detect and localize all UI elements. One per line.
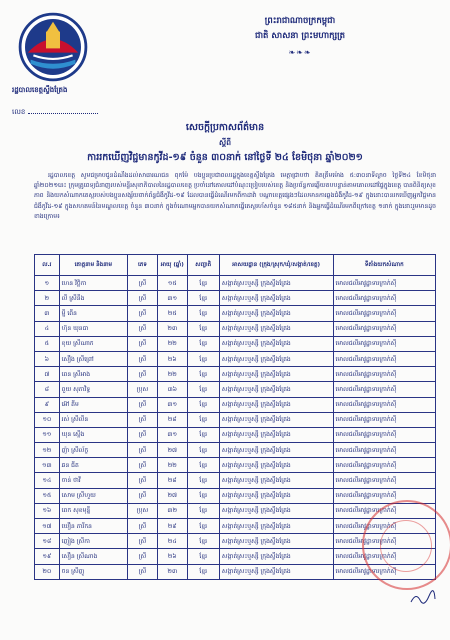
- table-row: [35, 336, 436, 351]
- table-cell-col-nationality: ខ្មែរ: [187, 458, 219, 473]
- table-cell-col-sex: ស្រី: [128, 443, 158, 458]
- table-cell-col-nationality: ខ្មែរ: [187, 321, 219, 336]
- table-cell-col-index: ២: [35, 291, 60, 306]
- table-cell-col-age: ២២: [157, 458, 187, 473]
- announcement-title: សេចក្តីប្រកាសព័ត៌មាន: [185, 122, 265, 133]
- table-cell-col-address: សង្កាត់ស្រះឬស្សី ក្រុងស្ទឹងត្រែង: [219, 549, 333, 564]
- table-cell-col-index: ១០: [35, 412, 60, 427]
- national-motto: ជាតិ សាសនា ព្រះមហាក្សត្រ: [254, 31, 346, 41]
- table-cell-col-index: ១២: [35, 443, 60, 458]
- table-cell-col-index: ១១: [35, 427, 60, 442]
- table-header-col-sex: ភេទ: [128, 255, 158, 276]
- table-cell-col-sex: ស្រី: [128, 291, 158, 306]
- table-cell-col-sample-site: មោលផលីអាវូដ្ឋាទារក្រាក់ស៊ី: [333, 549, 435, 564]
- table-cell-col-address: សង្កាត់ស្រះឬស្សី ក្រុងស្ទឹងត្រែង: [219, 503, 333, 518]
- table-header-row: [35, 255, 436, 276]
- table-cell-col-sex: ស្រី: [128, 412, 158, 427]
- kingdom-header: [190, 14, 410, 44]
- table-cell-col-name: សឿន ស្រីណាង: [59, 549, 127, 564]
- table-cell-col-index: ៦: [35, 351, 60, 366]
- table-cell-col-sample-site: មោលផលីអាវូដ្ឋាទារក្រាក់ស៊ី: [333, 564, 435, 579]
- table-cell-col-index: ១៣: [35, 458, 60, 473]
- table-cell-col-index: ២០: [35, 564, 60, 579]
- table-cell-col-sex: ស្រី: [128, 351, 158, 366]
- table-cell-col-age: ៣៦: [157, 382, 187, 397]
- table-row: [35, 427, 436, 442]
- table-cell-col-sex: ស្រី: [128, 534, 158, 549]
- table-cell-col-address: សង្កាត់ស្រះឬស្សី ក្រុងស្ទឹងត្រែង: [219, 488, 333, 503]
- signature-mark: [410, 590, 436, 606]
- table-cell-col-sex: ស្រី: [128, 549, 158, 564]
- table-cell-col-name: ចន ស្រីញូ: [59, 564, 127, 579]
- table-cell-col-index: ៨: [35, 382, 60, 397]
- table-cell-col-sex: ស្រី: [128, 321, 158, 336]
- table-cell-col-age: ២២: [157, 367, 187, 382]
- table-cell-col-sex: ស្រី: [128, 458, 158, 473]
- table-cell-col-sex: ស្រី: [128, 397, 158, 412]
- table-cell-col-name: អ៊ៅ គីម: [59, 397, 127, 412]
- table-cell-col-sample-site: មោលផលីអាវូដ្ឋាទារក្រាក់ស៊ី: [333, 291, 435, 306]
- table-cell-col-address: សង្កាត់ស្រះឬស្សី ក្រុងស្ទឹងត្រែង: [219, 306, 333, 321]
- table-cell-col-index: ១៤: [35, 473, 60, 488]
- table-cell-col-address: សង្កាត់ស្រះឬស្សី ក្រុងស្ទឹងត្រែង: [219, 564, 333, 579]
- table-cell-col-age: ២៧: [157, 443, 187, 458]
- table-cell-col-nationality: ខ្មែរ: [187, 488, 219, 503]
- table-cell-col-sample-site: មោលផលីអាវូដ្ឋាទារក្រាក់ស៊ី: [333, 306, 435, 321]
- table-cell-col-sample-site: មោលផលីអាវូដ្ឋាទារក្រាក់ស៊ី: [333, 351, 435, 366]
- table-cell-col-age: ២៧: [157, 488, 187, 503]
- table-cell-col-name: លី ស្រីនីង: [59, 291, 127, 306]
- table-cell-col-index: ៧: [35, 367, 60, 382]
- table-cell-col-sex: ប្រុស: [128, 503, 158, 518]
- table-cell-col-sample-site: មោលផលីអាវូដ្ឋាទារក្រាក់ស៊ី: [333, 382, 435, 397]
- table-cell-col-name: រស់ ស្រីលីន: [59, 412, 127, 427]
- table-cell-col-address: សង្កាត់ស្រះឬស្សី ក្រុងស្ទឹងត្រែង: [219, 321, 333, 336]
- table-header-col-address: អាសយដ្ឋាន (ក្រុង/ស្រុក/ឃុំ/សង្កាត់/ខេត្ត): [219, 255, 333, 276]
- table-cell-col-nationality: ខ្មែរ: [187, 519, 219, 534]
- table-cell-col-age: ៣២: [157, 503, 187, 518]
- table-cell-col-name: ញ៉ា ស្រីល័ក្ខ: [59, 443, 127, 458]
- table-cell-col-sample-site: មោលផលីអាវូដ្ឋាទារក្រាក់ស៊ី: [333, 427, 435, 442]
- table-cell-col-address: សង្កាត់ស្រះឬស្សី ក្រុងស្ទឹងត្រែង: [219, 458, 333, 473]
- table-cell-col-name: ឃឿន ភារីកន: [59, 519, 127, 534]
- table-cell-col-nationality: ខ្មែរ: [187, 382, 219, 397]
- table-cell-col-nationality: ខ្មែរ: [187, 367, 219, 382]
- table-cell-col-sample-site: មោលផលីអាវូដ្ឋាទារក្រាក់ស៊ី: [333, 321, 435, 336]
- table-cell-col-index: ១៥: [35, 488, 60, 503]
- table-cell-col-index: ៥: [35, 336, 60, 351]
- table-cell-col-age: ២៥: [157, 306, 187, 321]
- table-cell-col-index: ១: [35, 276, 60, 291]
- table-cell-col-nationality: ខ្មែរ: [187, 473, 219, 488]
- table-cell-col-sex: ស្រី: [128, 519, 158, 534]
- table-cell-col-address: សង្កាត់ស្រះឬស្សី ក្រុងស្ទឹងត្រែង: [219, 412, 333, 427]
- table-row: [35, 473, 436, 488]
- table-cell-col-address: សង្កាត់ស្រះឬស្សី ក្រុងស្ទឹងត្រែង: [219, 427, 333, 442]
- table-cell-col-index: ១៦: [35, 503, 60, 518]
- table-cell-col-sample-site: មោលផលីអាវូដ្ឋាទារក្រាក់ស៊ី: [333, 276, 435, 291]
- table-cell-col-name: ពួយ សុភាវិទ្ធ: [59, 382, 127, 397]
- table-cell-col-sex: ស្រី: [128, 306, 158, 321]
- table-cell-col-address: សង្កាត់ស្រះឬស្សី ក្រុងស្ទឹងត្រែង: [219, 336, 333, 351]
- table-cell-col-address: សង្កាត់ស្រះឬស្សី ក្រុងស្ទឹងត្រែង: [219, 382, 333, 397]
- table-cell-col-address: សង្កាត់ស្រះឬស្សី ក្រុងស្ទឹងត្រែង: [219, 519, 333, 534]
- table-cell-col-age: ២៣: [157, 321, 187, 336]
- table-cell-col-age: ៣១: [157, 291, 187, 306]
- table-cell-col-nationality: ខ្មែរ: [187, 351, 219, 366]
- table-cell-col-name: ម្នី ពើន: [59, 306, 127, 321]
- table-cell-col-nationality: ខ្មែរ: [187, 549, 219, 564]
- table-cell-col-address: សង្កាត់ស្រះឬស្សី ក្រុងស្ទឹងត្រែង: [219, 276, 333, 291]
- table-cell-col-sample-site: មោលផលីអាវូដ្ឋាទារក្រាក់ស៊ី: [333, 458, 435, 473]
- table-row: [35, 443, 436, 458]
- provincial-logo-emblem: [18, 12, 88, 82]
- table-cell-col-address: សង្កាត់ស្រះឬស្សី ក្រុងស្ទឹងត្រែង: [219, 473, 333, 488]
- table-row: [35, 382, 436, 397]
- official-stamp-inner-ring: [380, 520, 432, 572]
- reference-blank: [28, 107, 98, 114]
- table-cell-col-age: ៣១: [157, 397, 187, 412]
- kingdom-title: ព្រះរាជាណាចក្រកម្ពុជា: [264, 16, 336, 26]
- table-cell-col-address: សង្កាត់ស្រះឬស្សី ក្រុងស្ទឹងត្រែង: [219, 534, 333, 549]
- table-cell-col-age: ២៩: [157, 519, 187, 534]
- motto-ornament: ❧❧❧: [288, 48, 312, 57]
- table-cell-col-name: ពេន ស្រីអាង: [59, 367, 127, 382]
- table-cell-col-sample-site: មោលផលីអាវូដ្ឋាទារក្រាក់ស៊ី: [333, 519, 435, 534]
- table-cell-col-name: សឿង ស្រីព្រៅ: [59, 351, 127, 366]
- table-cell-col-address: សង្កាត់ស្រះឬស្សី ក្រុងស្ទឹងត្រែង: [219, 443, 333, 458]
- table-cell-col-name: សោម ស្រីហួយ: [59, 488, 127, 503]
- table-cell-col-sex: ស្រី: [128, 564, 158, 579]
- table-row: [35, 291, 436, 306]
- announcement-detail: ការរកឃើញវិជ្ជមានកូវីដ-១៩ ចំនួន ៣០នាក់ នៅថ្ងៃទី ២៤ ខែមិថុនា ឆ្នាំ២០២១: [87, 152, 363, 163]
- table-row: [35, 458, 436, 473]
- table-cell-col-age: ២៨: [157, 412, 187, 427]
- table-cell-col-index: ១៧: [35, 519, 60, 534]
- table-cell-col-age: ២៨: [157, 473, 187, 488]
- table-row: [35, 321, 436, 336]
- table-cell-col-sex: ស្រី: [128, 276, 158, 291]
- table-cell-col-name: ឃុន ស្ដើង: [59, 427, 127, 442]
- table-cell-col-address: សង្កាត់ស្រះឬស្សី ក្រុងស្ទឹងត្រែង: [219, 397, 333, 412]
- table-row: [35, 397, 436, 412]
- table-cell-col-age: ២៣: [157, 564, 187, 579]
- table-cell-col-sex: ស្រី: [128, 427, 158, 442]
- table-header-col-index: ល.រ: [35, 255, 60, 276]
- table-row: [35, 306, 436, 321]
- table-cell-col-name: ញៀង ស្រីកា: [59, 534, 127, 549]
- table-cell-col-sample-site: មោលផលីអាវូដ្ឋាទារក្រាក់ស៊ី: [333, 412, 435, 427]
- table-cell-col-age: ២២: [157, 336, 187, 351]
- table-cell-col-nationality: ខ្មែរ: [187, 443, 219, 458]
- table-cell-col-address: សង្កាត់ស្រះឬស្សី ក្រុងស្ទឹងត្រែង: [219, 367, 333, 382]
- table-cell-col-nationality: ខ្មែរ: [187, 564, 219, 579]
- table-cell-col-sex: ស្រី: [128, 336, 158, 351]
- table-cell-col-nationality: ខ្មែរ: [187, 276, 219, 291]
- table-row: [35, 488, 436, 503]
- table-cell-col-index: ៣: [35, 306, 60, 321]
- table-cell-col-name: ហ៊ុន ឃុនធា: [59, 321, 127, 336]
- table-cell-col-sample-site: មោលផលីអាវូដ្ឋាទារក្រាក់ស៊ី: [333, 473, 435, 488]
- table-cell-col-index: ៤: [35, 321, 60, 336]
- table-header-col-age: អាយុ (ឆ្នាំ): [157, 255, 187, 276]
- table-cell-col-nationality: ខ្មែរ: [187, 306, 219, 321]
- table-cell-col-sex: ស្រី: [128, 488, 158, 503]
- table-cell-col-index: ៩: [35, 397, 60, 412]
- table-cell-col-nationality: ខ្មែរ: [187, 427, 219, 442]
- table-header-col-name: គោត្តនាម និងនាម: [59, 255, 127, 276]
- table-cell-col-sample-site: មោលផលីអាវូដ្ឋាទារក្រាក់ស៊ី: [333, 503, 435, 518]
- table-cell-col-name: ចាន់ ថាវី: [59, 473, 127, 488]
- table-cell-col-index: ១៩: [35, 549, 60, 564]
- announcement-title-block: [0, 120, 450, 165]
- table-cell-col-nationality: ខ្មែរ: [187, 336, 219, 351]
- table-cell-col-index: ១៨: [35, 534, 60, 549]
- table-cell-col-sample-site: មោលផលីអាវូដ្ឋាទារក្រាក់ស៊ី: [333, 397, 435, 412]
- reference-label: លេខ: [12, 108, 26, 116]
- table-cell-col-sample-site: មោលផលីអាវូដ្ឋាទារក្រាក់ស៊ី: [333, 367, 435, 382]
- table-cell-col-name: ឆន ធីត: [59, 458, 127, 473]
- table-cell-col-age: ៣១: [157, 427, 187, 442]
- table-cell-col-nationality: ខ្មែរ: [187, 397, 219, 412]
- table-row: [35, 367, 436, 382]
- table-cell-col-nationality: ខ្មែរ: [187, 291, 219, 306]
- table-cell-col-nationality: ខ្មែរ: [187, 503, 219, 518]
- table-header-col-sample-site: ទីតាំងយកសំណាក: [333, 255, 435, 276]
- office-name: រដ្ឋបាលខេត្តស្ទឹងត្រែង: [12, 86, 68, 94]
- table-cell-col-age: ២៦: [157, 549, 187, 564]
- table-header-col-nationality: សញ្ជាតិ: [187, 255, 219, 276]
- table-cell-col-sample-site: មោលផលីអាវូដ្ឋាទារក្រាក់ស៊ី: [333, 443, 435, 458]
- table-row: [35, 412, 436, 427]
- table-cell-col-age: ១៥: [157, 276, 187, 291]
- table-cell-col-name: ពេក សុខមុន្នី: [59, 503, 127, 518]
- table-cell-col-address: សង្កាត់ស្រះឬស្សី ក្រុងស្ទឹងត្រែង: [219, 291, 333, 306]
- table-cell-col-sex: ស្រី: [128, 367, 158, 382]
- table-cell-col-age: ២៦: [157, 351, 187, 366]
- table-cell-col-sample-site: មោលផលីអាវូដ្ឋាទារក្រាក់ស៊ី: [333, 336, 435, 351]
- announcement-subtitle: ស្តីពី: [219, 138, 231, 147]
- table-cell-col-age: ២៤: [157, 534, 187, 549]
- table-row: [35, 351, 436, 366]
- table-cell-col-nationality: ខ្មែរ: [187, 534, 219, 549]
- table-cell-col-sex: ប្រុស: [128, 382, 158, 397]
- announcement-body: រដ្ឋបាលខេត្ត សូមជម្រាបជូនដំណឹងដល់សាធារណជន ពុកម៉ែ បងប្អូនប្រជាពលរដ្ឋក្នុងខេត្តស្ទឹងត្រែង មេត្តាជ្រាបថា គិតត្រឹមម៉ោង ៥:៣០នាទីល្ងាច ថ្ងៃទី២៤ ខែមិថុនា ឆ្នាំ២០២១នេះ ក្រុមគ្រូពេទ្យជំនាញរបស់មន្ទីរសុខាភិបាលនៃរដ្ឋបាលខេត្ត ប្រចាំនៅគោលដៅបំណុះប្រៀបរបស់ខេត្ត និងប្រព័ន្ធការឆ្លើយតបបន្ទាន់តាមគោលដៅផ្ទៃក្នុងខេត្ត បានពិនិត្យសុខភាព និងយកសំណាកតេស្តរបស់បងប្អូនសង្ស័យពាក់ព័ន្ធជំងឺកូវីដ-១៩ ដែលបានធ្វើដំណើរមកពីកាដាវ៉ា បណ្តាខេត្តផ្សេងៗដែលមានការឆ្លងជំងឺកូវីដ-១៩ ក្នុងនោះបានរកឃើញអ្នកវិជ្ជមានជំងឺកូវីដ-១៩ ក្នុងសហគមន៍នៃមណ្ឌលខេត្ត ចំនួន ៣០នាក់ ក្នុងចំណោមអ្នកបានយកសំណាកធ្វើតេស្តរហ័សចំនួន ១៨៥នាក់ និងអ្នកធ្វើដំណើរមកពីក្រៅខេត្ត ១នាក់ ក្នុងនោះរួមមានដូចខាងក្រោម៖: [34, 172, 436, 220]
- table-row: [35, 276, 436, 291]
- table-cell-col-sample-site: មោលផលីអាវូដ្ឋាទារក្រាក់ស៊ី: [333, 488, 435, 503]
- reference-number-line: [12, 107, 142, 118]
- table-cell-col-sex: ស្រី: [128, 473, 158, 488]
- table-cell-col-sample-site: មោលផលីអាវូដ្ឋាទារក្រាក់ស៊ី: [333, 534, 435, 549]
- table-cell-col-name: ហេន វិច្ឆិកា: [59, 276, 127, 291]
- table-cell-col-nationality: ខ្មែរ: [187, 412, 219, 427]
- table-cell-col-address: សង្កាត់ស្រះឬស្សី ក្រុងស្ទឹងត្រែង: [219, 351, 333, 366]
- table-cell-col-name: ខុយ ស្រីណាក: [59, 336, 127, 351]
